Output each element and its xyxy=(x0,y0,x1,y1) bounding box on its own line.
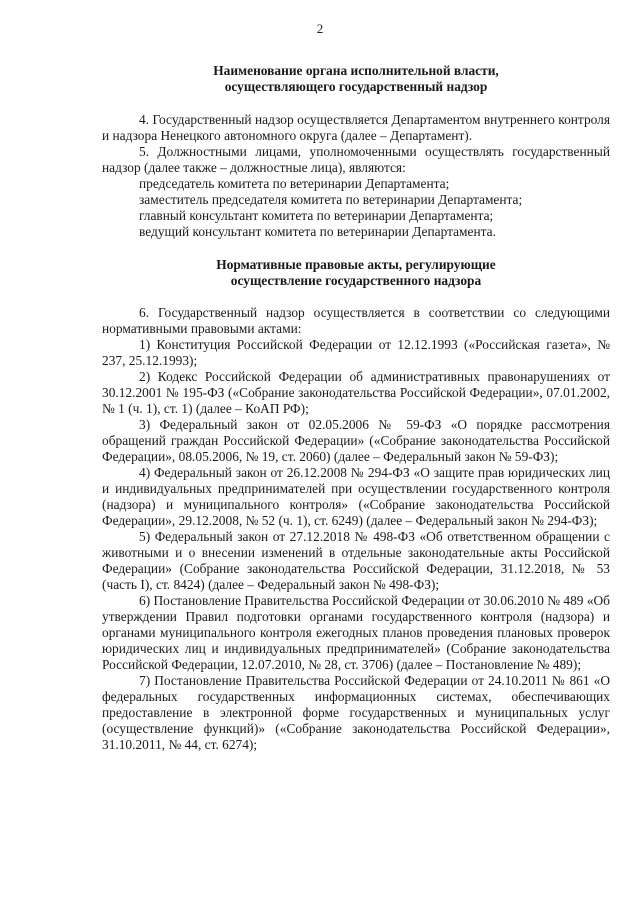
official-item: ведущий консультант комитета по ветеринарии Департамента. xyxy=(139,224,496,239)
legal-act-item: 1) Конституция Российской Федерации от 12.12.1993 («Российская газета», № 237, 25.12.1993); xyxy=(102,337,610,368)
paragraph-5: 5. Должностными лицами, уполномоченными осуществлять государственный надзор (далее также – должностные лица), являются: xyxy=(102,144,610,175)
section-body-legal-acts xyxy=(102,305,610,753)
page-number: 2 xyxy=(316,21,324,36)
section-body-executive-body xyxy=(102,112,610,240)
official-item: главный консультант комитета по ветеринарии Департамента; xyxy=(139,208,494,223)
heading-line: осуществляющего государственный надзор xyxy=(224,79,488,94)
legal-act-item: 3) Федеральный закон от 02.05.2006 № 59-ФЗ «О порядке рассмотрения обращений граждан Российской Федерации» («Собрание законодательства Российской Федерации», 08.05.2006, № 19, ст. 2060) (далее – Федеральный закон № 59-ФЗ); xyxy=(102,417,610,464)
heading-line: осуществление государственного надзора xyxy=(230,273,482,288)
legal-act-item: 6) Постановление Правительства Российской Федерации от 30.06.2010 № 489 «Об утверждении Правил подготовки органами государственного контроля (надзора) и органами муниципального контроля ежегодных планов проведения плановых проверок юридических лиц и индивидуальных предпринимателей» (Собрание законодательства Российской Федерации, 12.07.2010, № 28, ст. 3706) (далее – Постановление № 489); xyxy=(102,593,610,672)
legal-act-item: 5) Федеральный закон от 27.12.2018 № 498-ФЗ «Об ответственном обращении с животными и о внесении изменений в отдельные законодательные акты Российской Федерации» (Собрание законодательства Российской Федерации, 31.12.2018, № 53 (часть I), ст. 8424) (далее – Федеральный закон № 498-ФЗ); xyxy=(102,529,610,592)
legal-act-item: 4) Федеральный закон от 26.12.2008 № 294-ФЗ «О защите прав юридических лиц и индивидуальных предпринимателей при осуществлении государственного контроля (надзора) и муниципального контроля» («Собрание законодательства Российской Федерации», 29.12.2008, № 52 (ч. 1), ст. 6249) (далее – Федеральный закон № 294-ФЗ); xyxy=(102,465,610,528)
paragraph-6: 6. Государственный надзор осуществляется в соответствии со следующими нормативными правовыми актами: xyxy=(102,305,610,336)
section-heading-legal-acts xyxy=(100,257,612,289)
paragraph-4: 4. Государственный надзор осуществляется Департаментом внутреннего контроля и надзора Ненецкого автономного округа (далее – Департамент). xyxy=(102,112,610,143)
heading-line: Наименование органа исполнительной власти, xyxy=(213,63,499,78)
legal-act-item: 7) Постановление Правительства Российской Федерации от 24.10.2011 № 861 «О федеральных государственных информационных системах, обеспечивающих предоставление в электронной форме государственных и муниципальных услуг (осуществление функций)» («Собрание законодательства Российской Федерации», 31.10.2011, № 44, ст. 6274); xyxy=(102,673,610,752)
official-item: председатель комитета по ветеринарии Департамента; xyxy=(139,176,450,191)
heading-line: Нормативные правовые акты, регулирующие xyxy=(216,257,496,272)
legal-act-item: 2) Кодекс Российской Федерации об административных правонарушениях от 30.12.2001 № 195-ФЗ («Собрание законодательства Российской Федерации», 07.01.2002, № 1 (ч. 1), ст. 1) (далее – КоАП РФ); xyxy=(102,369,610,416)
section-heading-executive-body xyxy=(100,63,612,95)
official-item: заместитель председателя комитета по ветеринарии Департамента; xyxy=(139,192,523,207)
